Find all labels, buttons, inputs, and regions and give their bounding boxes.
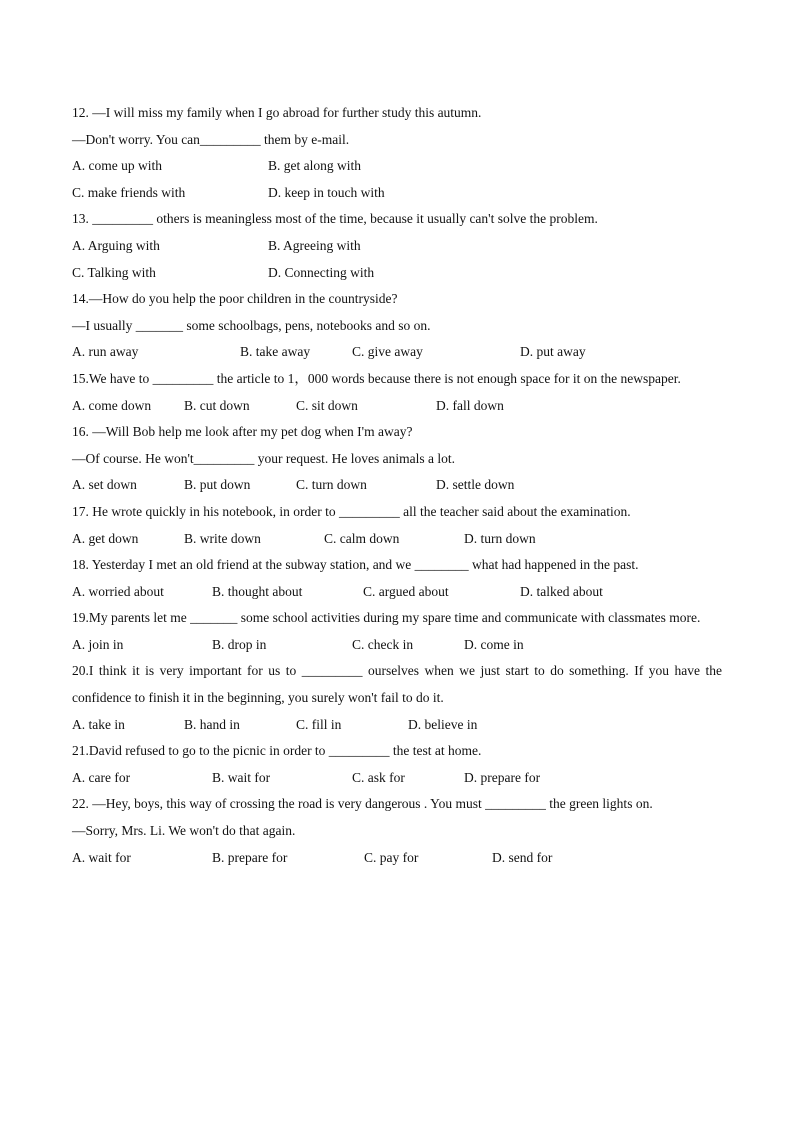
option-a: A. get down — [72, 530, 139, 546]
question-17 — [72, 499, 722, 552]
options-row — [72, 153, 722, 180]
option-b: B. cut down — [184, 397, 250, 413]
options-row — [72, 526, 722, 553]
question-13 — [72, 206, 722, 286]
option-d: D. prepare for — [464, 769, 541, 785]
question-text: 18. Yesterday I met an old friend at the subway station, and we ________ what had happened in the past. — [72, 557, 639, 573]
question-20 — [72, 658, 722, 738]
option-d: D. fall down — [436, 397, 504, 413]
question-22 — [72, 791, 722, 871]
options-row — [72, 260, 722, 287]
question-text: 20.I think it is very important for us to _________ ourselves when we just start to do something. If you have the confidence to finish it in the beginning, you surely won't fail to do it. — [72, 663, 722, 706]
question-21 — [72, 738, 722, 791]
option-b: B. take away — [240, 344, 311, 360]
option-c: C. fill in — [296, 716, 342, 732]
options-row — [72, 765, 722, 792]
option-a: A. join in — [72, 636, 124, 652]
question-text: 22. —Hey, boys, this way of crossing the road is very dangerous . You must _________ the green lights on. — [72, 796, 653, 812]
question-text: —Of course. He won't_________ your request. He loves animals a lot. — [72, 450, 455, 466]
option-d: D. keep in touch with — [268, 184, 385, 200]
option-c: C. check in — [352, 636, 414, 652]
option-a: A. come up with — [72, 158, 162, 174]
option-a: A. come down — [72, 397, 152, 413]
option-d: D. come in — [464, 636, 524, 652]
options-row — [72, 233, 722, 260]
option-c: C. sit down — [296, 397, 358, 413]
option-c: C. ask for — [352, 769, 405, 785]
option-a: A. Arguing with — [72, 237, 160, 253]
question-text: 21.David refused to go to the picnic in order to _________ the test at home. — [72, 743, 482, 759]
question-15 — [72, 366, 722, 419]
question-12 — [72, 100, 722, 206]
options-row — [72, 339, 722, 366]
question-text: 14.—How do you help the poor children in the countryside? — [72, 291, 398, 307]
option-b: B. prepare for — [212, 849, 288, 865]
option-d: D. turn down — [464, 530, 536, 546]
option-c: C. argued about — [363, 583, 449, 599]
option-a: A. wait for — [72, 849, 131, 865]
option-b: B. hand in — [184, 716, 240, 732]
option-c: C. give away — [352, 344, 423, 360]
question-text: 12. —I will miss my family when I go abroad for further study this autumn. — [72, 105, 482, 120]
exercise-sheet — [72, 100, 722, 871]
question-text: —I usually _______ some schoolbags, pens, notebooks and so on. — [72, 317, 431, 333]
option-a: A. take in — [72, 716, 125, 732]
question-text: —Sorry, Mrs. Li. We won't do that again. — [72, 823, 296, 839]
option-d: D. believe in — [408, 716, 478, 732]
options-row — [72, 845, 722, 872]
options-row — [72, 712, 722, 739]
options-row — [72, 632, 722, 659]
options-row — [72, 180, 722, 207]
option-c: C. Talking with — [72, 264, 156, 280]
question-text: 19.My parents let me _______ some school activities during my spare time and communicate with classmates more. — [72, 610, 701, 626]
option-d: D. settle down — [436, 477, 515, 493]
options-row — [72, 472, 722, 499]
option-b: B. wait for — [212, 769, 271, 785]
options-row — [72, 393, 722, 420]
option-d: D. Connecting with — [268, 264, 375, 280]
option-b: B. get along with — [268, 158, 361, 174]
question-16 — [72, 419, 722, 499]
option-d: D. send for — [492, 849, 553, 865]
option-c: C. make friends with — [72, 184, 186, 200]
question-text: 13. _________ others is meaningless most of the time, because it usually can't solve the problem. — [72, 211, 598, 227]
question-text: 17. He wrote quickly in his notebook, in order to _________ all the teacher said about the examination. — [72, 503, 631, 519]
option-b: B. Agreeing with — [268, 237, 361, 253]
option-d: D. talked about — [520, 583, 603, 599]
question-text: 16. —Will Bob help me look after my pet dog when I'm away? — [72, 424, 413, 440]
option-d: D. put away — [520, 344, 586, 360]
question-14 — [72, 286, 722, 366]
question-text: 15.We have to _________ the article to 1，000 words because there is not enough space for it on the newspaper. — [72, 370, 681, 386]
option-c: C. pay for — [364, 849, 419, 865]
option-a: A. worried about — [72, 583, 164, 599]
option-b: B. drop in — [212, 636, 267, 652]
option-b: B. write down — [184, 530, 261, 546]
option-b: B. thought about — [212, 583, 303, 599]
option-c: C. calm down — [324, 530, 400, 546]
options-row — [72, 579, 722, 606]
option-b: B. put down — [184, 477, 251, 493]
option-c: C. turn down — [296, 477, 367, 493]
question-18 — [72, 552, 722, 605]
option-a: A. run away — [72, 344, 139, 360]
option-a: A. set down — [72, 477, 137, 493]
question-text: —Don't worry. You can_________ them by e-mail. — [72, 131, 350, 147]
option-a: A. care for — [72, 769, 131, 785]
question-19 — [72, 605, 722, 658]
